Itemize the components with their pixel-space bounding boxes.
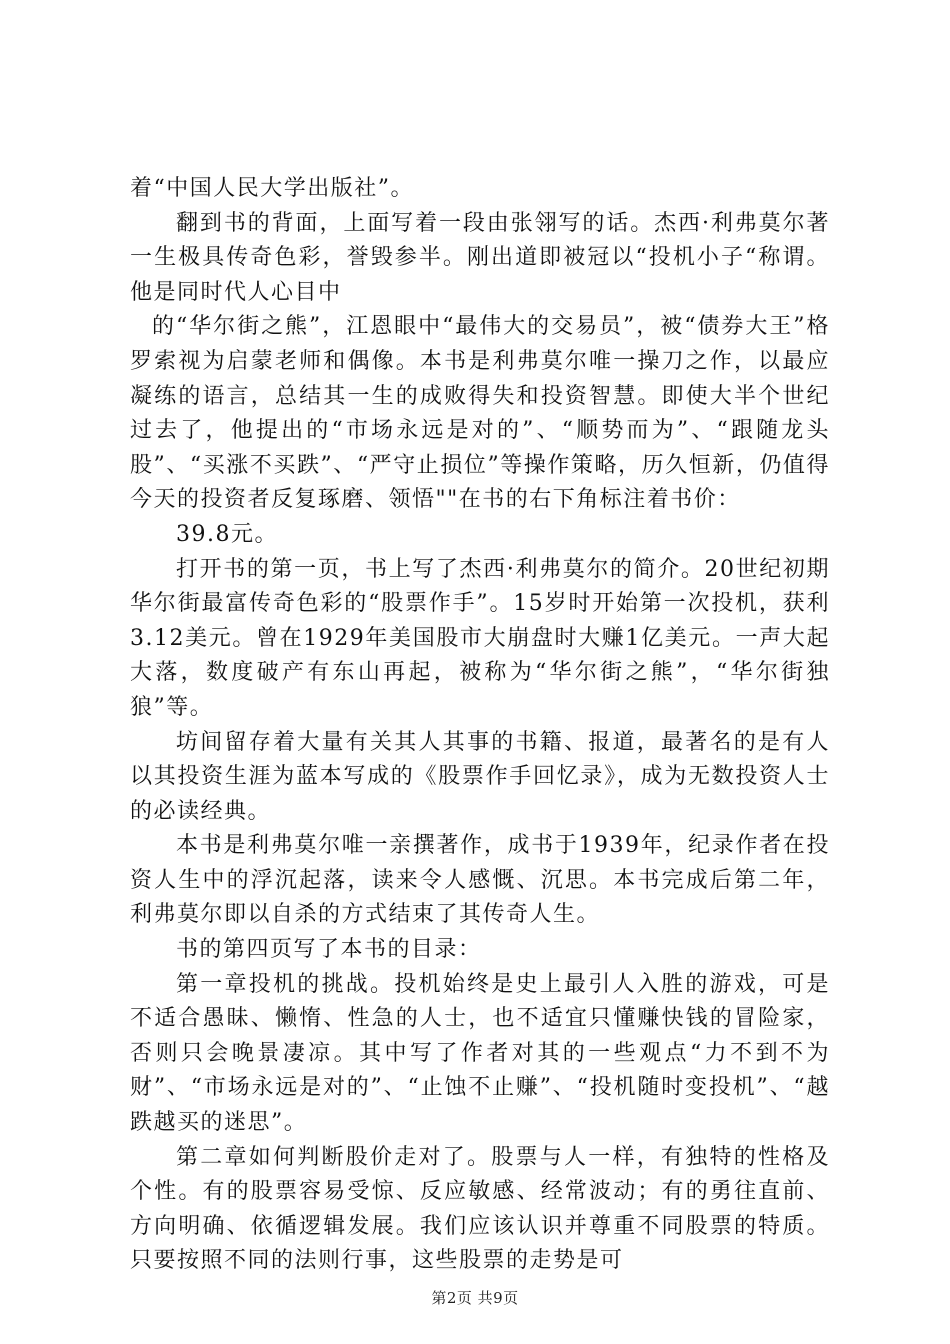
paragraph-7: 本书是利弗莫尔唯一亲撰著作，成书于1939年，纪录作者在投资人生中的浮沉起落，读来令人感慨、沉思。本书完成后第二年，利弗莫尔即以自杀的方式结束了其传奇人生。 [130, 833, 830, 928]
paragraph-4: 39.8元。 [176, 521, 278, 547]
paragraph-10: 第二章如何判断股价走对了。股票与人一样，有独特的性格及个性。有的股票容易受惊、反应敏感、经常波动；有的勇往直前、方向明确、依循逻辑发展。我们应该认识并尊重不同股票的特质。只要按照不同的法则行事，这些股票的走势是可 [130, 1144, 830, 1274]
paragraph-8: 书的第四页写了本书的目录： [176, 937, 482, 963]
paragraph-3: 的“华尔街之熊”，江恩眼中“最伟大的交易员”，被“债券大王”格罗索视为启蒙老师和偶像。本书是利弗莫尔唯一操刀之作，以最应凝练的语言，总结其一生的成败得失和投资智慧。即使大半个世纪过去了，他提出的“市场永远是对的”、“顺势而为”、“跟随龙头股”、“买涨不买跌”、“严守止损位”等操作策略，历久恒新，仍值得今天的投资者反复琢磨、领悟""在书的右下角标注着书价： [130, 314, 830, 513]
paragraph-9: 第一章投机的挑战。投机始终是史上最引人入胜的游戏，可是不适合愚昧、懒惰、性急的人士，也不适宜只懂赚快钱的冒险家，否则只会晚景凄凉。其中写了作者对其的一些观点“力不到不为财”、“市场永远是对的”、“止蚀不止赚”、“投机随时变投机”、“越跌越买的迷思”。 [130, 971, 830, 1136]
paragraph-1: 着“中国人民大学出版社”。 [130, 176, 414, 201]
paragraph-6: 坊间留存着大量有关其人其事的书籍、报道，最著名的是有人以其投资生涯为蓝本写成的《股票作手回忆录》，成为无数投资人士的必读经典。 [130, 729, 830, 824]
paragraph-2: 翻到书的背面，上面写着一段由张翎写的话。杰西·利弗莫尔著一生极具传奇色彩，誉毁参半。刚出道即被冠以“投机小子“称谓。他是同时代人心目中 [130, 210, 830, 305]
page-footer: 第2页 共9页 [431, 1289, 519, 1307]
document-body [130, 172, 830, 1279]
paragraph-5: 打开书的第一页，书上写了杰西·利弗莫尔的简介。20世纪初期华尔街最富传奇色彩的“股票作手”。15岁时开始第一次投机，获利3.12美元。曾在1929年美国股市大崩盘时大赚1亿美元。一声大起大落，数度破产有东山再起，被称为“华尔街之熊”，“华尔街独狼”等。 [130, 556, 830, 720]
